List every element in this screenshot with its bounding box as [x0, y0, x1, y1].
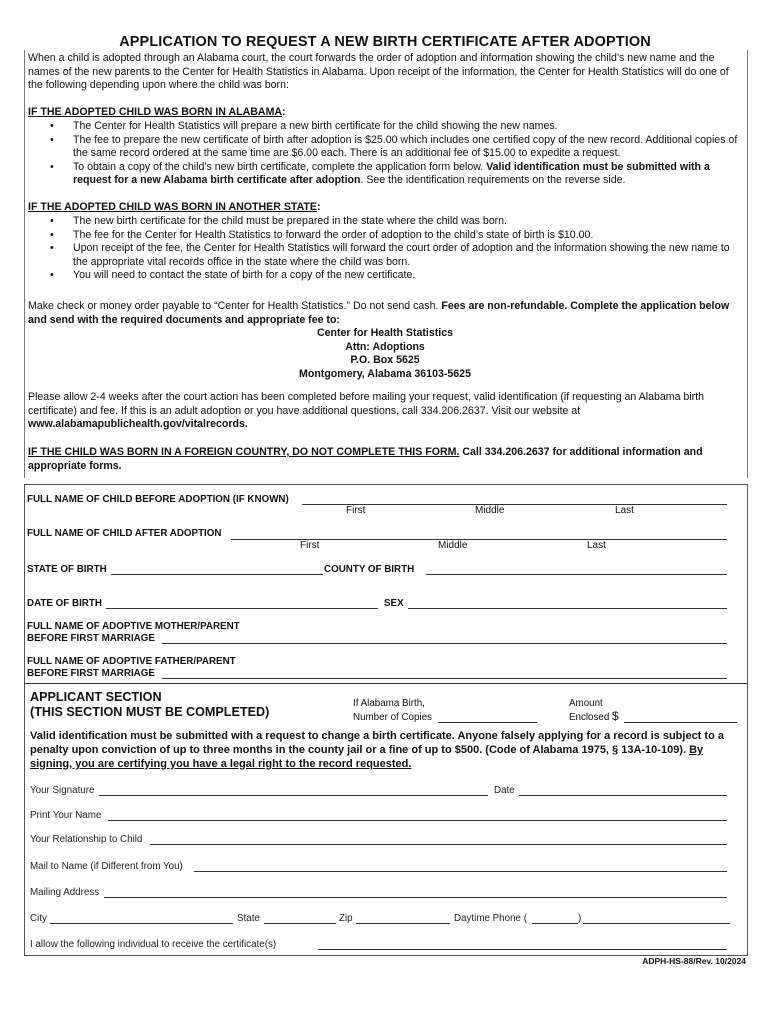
foreign-heading: IF THE CHILD WAS BORN IN A FOREIGN COUNTRY, DO NOT COMPLETE THIS FORM.: [28, 446, 460, 458]
state-of-birth-field[interactable]: [111, 563, 323, 575]
signature-label: Your Signature: [30, 785, 95, 796]
mail-to-label: Mail to Name (if Different from You): [30, 861, 183, 872]
sex-field[interactable]: [408, 597, 727, 609]
page-title: APPLICATION TO REQUEST A NEW BIRTH CERTIFICATE AFTER ADOPTION: [119, 34, 651, 50]
relationship-field[interactable]: [150, 833, 727, 845]
payment-bold: Fees are non-refundable. Complete the application below and send with the required documents and appropriate fee to:: [28, 300, 730, 326]
signature-field[interactable]: [99, 784, 488, 796]
phone-label: Daytime Phone (: [454, 913, 527, 924]
copies-field[interactable]: [438, 711, 537, 723]
state-field[interactable]: [264, 912, 336, 924]
address-line-4: Montgomery, Alabama 36103-5625: [299, 368, 471, 380]
print-name-label: Print Your Name: [30, 810, 102, 821]
allow-paragraph: [28, 391, 742, 432]
applicant-divider: [24, 683, 747, 684]
name-before-middle: Middle: [475, 505, 505, 516]
father-label-2: BEFORE FIRST MARRIAGE: [27, 668, 155, 679]
print-name-field[interactable]: [108, 809, 727, 821]
county-of-birth-field[interactable]: [426, 563, 727, 575]
name-after-middle: Middle: [438, 540, 468, 551]
other-state-heading-text: IF THE ADOPTED CHILD WAS BORN IN ANOTHER STATE: [28, 201, 317, 213]
mailing-address-field[interactable]: [104, 886, 727, 898]
dollar-sign: $: [612, 709, 619, 723]
other-state-bullet-2: • The fee for the Center for Health Statistics to forward the order of adoption to the child’s state of birth is $10.00.: [50, 229, 742, 243]
copies-label-1: If Alabama Birth,: [353, 698, 425, 709]
name-after-label: FULL NAME OF CHILD AFTER ADOPTION: [27, 528, 222, 539]
other-state-bullet-3: • Upon receipt of the fee, the Center for Health Statistics will forward the court order of adoption and the information showing the new name to the appropriate vital records office in the state where the child was born.: [50, 242, 742, 269]
mailing-address-label: Mailing Address: [30, 887, 100, 898]
phone-number-field[interactable]: [583, 912, 730, 924]
city-label: City: [30, 913, 47, 924]
alabama-bullet-3-tail: . See the identification requirements on the reverse side.: [360, 174, 626, 187]
date-of-birth-field[interactable]: [106, 597, 378, 609]
amount-label-2: Enclosed: [569, 712, 610, 723]
name-after-last: Last: [587, 540, 606, 551]
father-name-field[interactable]: [162, 667, 727, 679]
zip-label: Zip: [339, 913, 353, 924]
name-before-label: FULL NAME OF CHILD BEFORE ADOPTION (IF KNOWN): [27, 494, 289, 505]
date-label: Date: [494, 785, 515, 796]
payment-paragraph: [28, 300, 742, 327]
foreign-paragraph: [28, 446, 742, 473]
alabama-bullet-3-text: To obtain a copy of the child’s new birth certificate, complete the application form below.: [73, 160, 487, 173]
intro-paragraph: When a child is adopted through an Alabama court, the court forwards the order of adoption and information showing the child’s new name and the names of the new parents to the Center for Health Statistics in Alabama. Upon receipt of the information, the Center for Health Statistics will do one of the following depending upon where the child was born:: [28, 52, 729, 92]
date-field[interactable]: [519, 784, 727, 796]
other-state-bullets: [50, 215, 742, 283]
amount-field[interactable]: [624, 711, 737, 723]
father-label-1: FULL NAME OF ADOPTIVE FATHER/PARENT: [27, 656, 236, 667]
alabama-heading-text: IF THE ADOPTED CHILD WAS BORN IN ALABAMA: [28, 106, 283, 118]
state-label: State: [237, 913, 260, 924]
address-line-1: Center for Health Statistics: [317, 327, 453, 339]
mother-label-2: BEFORE FIRST MARRIAGE: [27, 633, 155, 644]
other-state-bullet-4: • You will need to contact the state of birth for a copy of the new certificate.: [50, 269, 742, 283]
allow-individual-field[interactable]: [318, 938, 727, 950]
applicant-title-2: (THIS SECTION MUST BE COMPLETED): [30, 705, 270, 719]
name-before-field[interactable]: [302, 493, 727, 505]
name-after-field[interactable]: [231, 528, 727, 540]
county-of-birth-label: COUNTY OF BIRTH: [324, 564, 415, 575]
alabama-bullet-3: [50, 161, 742, 188]
legal-warning-text: Valid identification must be submitted with a request to change a birth certificate. Anyone falsely applying for a record is subject to a penalty upon conviction of up to three months in the county jail or a fine of up to $500. (Code of Alabama 1975, § 13A-10-109).: [30, 730, 724, 756]
website-link[interactable]: www.alabamapublichealth.gov/vitalrecords.: [28, 418, 248, 431]
alabama-bullets: [50, 120, 742, 188]
sex-label: SEX: [384, 598, 404, 609]
alabama-heading: IF THE ADOPTED CHILD WAS BORN IN ALABAMA:: [28, 106, 286, 118]
alabama-bullet-2: • The fee to prepare the new certificate of birth after adoption is $25.00 which includes one certified copy of the new record. Additional copies of the same record ordered at the same time are $6.00 each. There is an additional fee of $15.00 to expedite a request.: [50, 134, 742, 161]
name-before-last: Last: [615, 505, 634, 516]
allow-individual-label: I allow the following individual to receive the certificate(s): [30, 939, 277, 950]
alabama-bullet-3-bold: Valid identification must be submitted with a request for a new Alabama birth certificate after adoption: [73, 160, 710, 187]
amount-label-1: Amount: [569, 698, 603, 709]
mother-label-1: FULL NAME OF ADOPTIVE MOTHER/PARENT: [27, 621, 240, 632]
name-before-first: First: [346, 505, 366, 516]
form-revision: ADPH-HS-88/Rev. 10/2024: [642, 956, 746, 966]
address-line-3: P.O. Box 5625: [350, 354, 420, 366]
address-line-2: Attn: Adoptions: [345, 341, 425, 353]
allow-text: Please allow 2-4 weeks after the court action has been completed before mailing your request, valid identification (if requesting an Alabama birth certificate) and fee. If this is an adult adoption or you have additional questions, call 334.206.2637. Visit our website at: [28, 391, 705, 417]
state-of-birth-label: STATE OF BIRTH: [27, 564, 107, 575]
zip-field[interactable]: [356, 912, 450, 924]
legal-warning: [30, 730, 744, 771]
payment-text: Make check or money order payable to “Center for Health Statistics.” Do not send cash.: [28, 300, 442, 312]
phone-area-code-field[interactable]: [532, 912, 578, 924]
other-state-heading: IF THE ADOPTED CHILD WAS BORN IN ANOTHER STATE:: [28, 201, 321, 213]
alabama-bullet-1: • The Center for Health Statistics will prepare a new birth certificate for the child showing the new names.: [50, 120, 742, 134]
mother-name-field[interactable]: [162, 632, 727, 644]
legal-warning-underlined: By signing, you are certifying you have a legal right to the record requested.: [30, 743, 704, 770]
mail-to-field[interactable]: [194, 860, 727, 872]
applicant-title-1: APPLICANT SECTION: [30, 690, 162, 704]
phone-paren: ): [578, 913, 582, 924]
other-state-bullet-1: • The new birth certificate for the child must be prepared in the state where the child was born.: [50, 215, 742, 229]
date-of-birth-label: DATE OF BIRTH: [27, 598, 102, 609]
name-after-first: First: [300, 540, 320, 551]
copies-label-2: Number of Copies: [353, 712, 432, 723]
foreign-tail: Call 334.206.2637 for additional information and appropriate forms.: [28, 446, 703, 472]
city-field[interactable]: [50, 912, 233, 924]
relationship-label: Your Relationship to Child: [30, 834, 143, 845]
